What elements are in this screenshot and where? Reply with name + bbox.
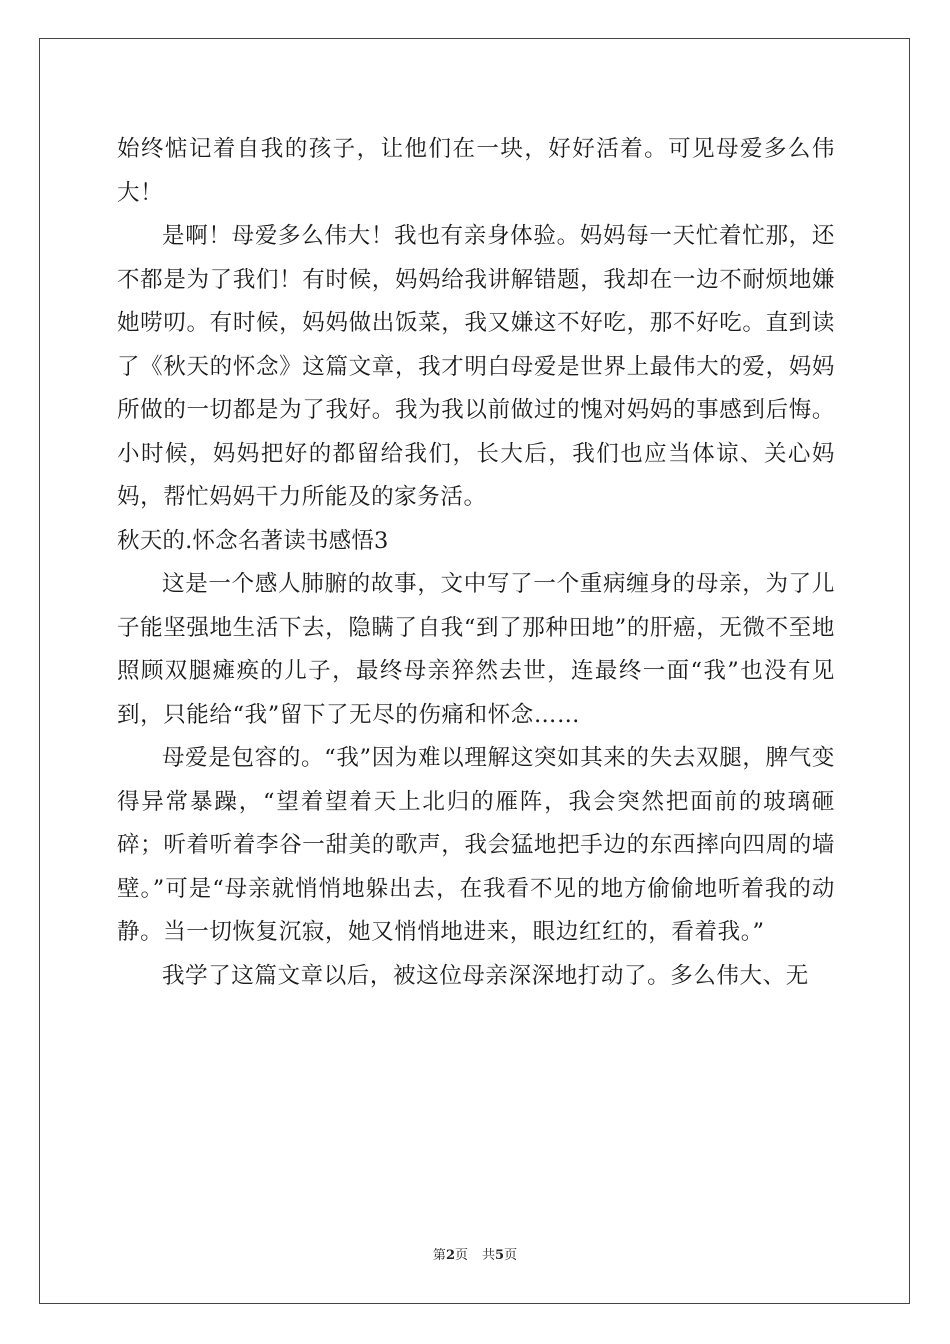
footer-current-page: 2 [445,1248,455,1263]
footer-total-suffix: 页 [504,1248,518,1263]
footer-page-prefix: 第 [432,1248,446,1263]
paragraph: 我学了这篇文章以后，被这位母亲深深地打动了。多么伟大、无 [162,962,809,989]
footer-page-suffix: 页 [454,1248,468,1263]
paragraph: 始终惦记着自我的孩子，让他们在一块，好好活着。可见母爱多么伟大！ [117,136,835,206]
page-footer [0,1244,950,1263]
footer-total-pages: 5 [495,1248,505,1263]
paragraph: 是啊！母爱多么伟大！我也有亲身体验。妈妈每一天忙着忙那，还不都是为了我们！有时候，妈妈给我讲解错题，我却在一边不耐烦地嫌她唠叨。有时候，妈妈做出饭菜，我又嫌这不好吃，那不好吃。直到读了《秋天的怀念》这篇文章，我才明白母爱是世界上最伟大的爱，妈妈所做的一切都是为了我好。我为我以前做过的愧对妈妈的事感到后悔。小时候，妈妈把好的都留给我们，长大后，我们也应当体谅、关心妈妈，帮忙妈妈干力所能及的家务活。 [117,223,835,510]
paragraph: 母爱是包容的。“我”因为难以理解这突如其来的失去双腿，脾气变得异常暴躁，“望着望着天上北归的雁阵，我会突然把面前的玻璃砸碎；听着听着李谷一甜美的歌声，我会猛地把手边的东西摔向四周的墙壁。”可是“母亲就悄悄地躲出去，在我看不见的地方偷偷地听着我的动静。当一切恢复沉寂，她又悄悄地进来，眼边红红的，看着我。” [117,745,835,945]
section-heading: 秋天的.怀念名著读书感悟3 [117,527,389,554]
paragraph: 这是一个感人肺腑的故事，文中写了一个重病缠身的母亲，为了儿子能坚强地生活下去，隐瞒了自我“到了那种田地”的肝癌，无微不至地照顾双腿瘫痪的儿子，最终母亲猝然去世，连最终一面“我”也没有见到，只能给“我”留下了无尽的伤痛和怀念…… [117,571,835,728]
document-body [117,128,835,998]
footer-total-prefix: 共 [482,1248,496,1263]
